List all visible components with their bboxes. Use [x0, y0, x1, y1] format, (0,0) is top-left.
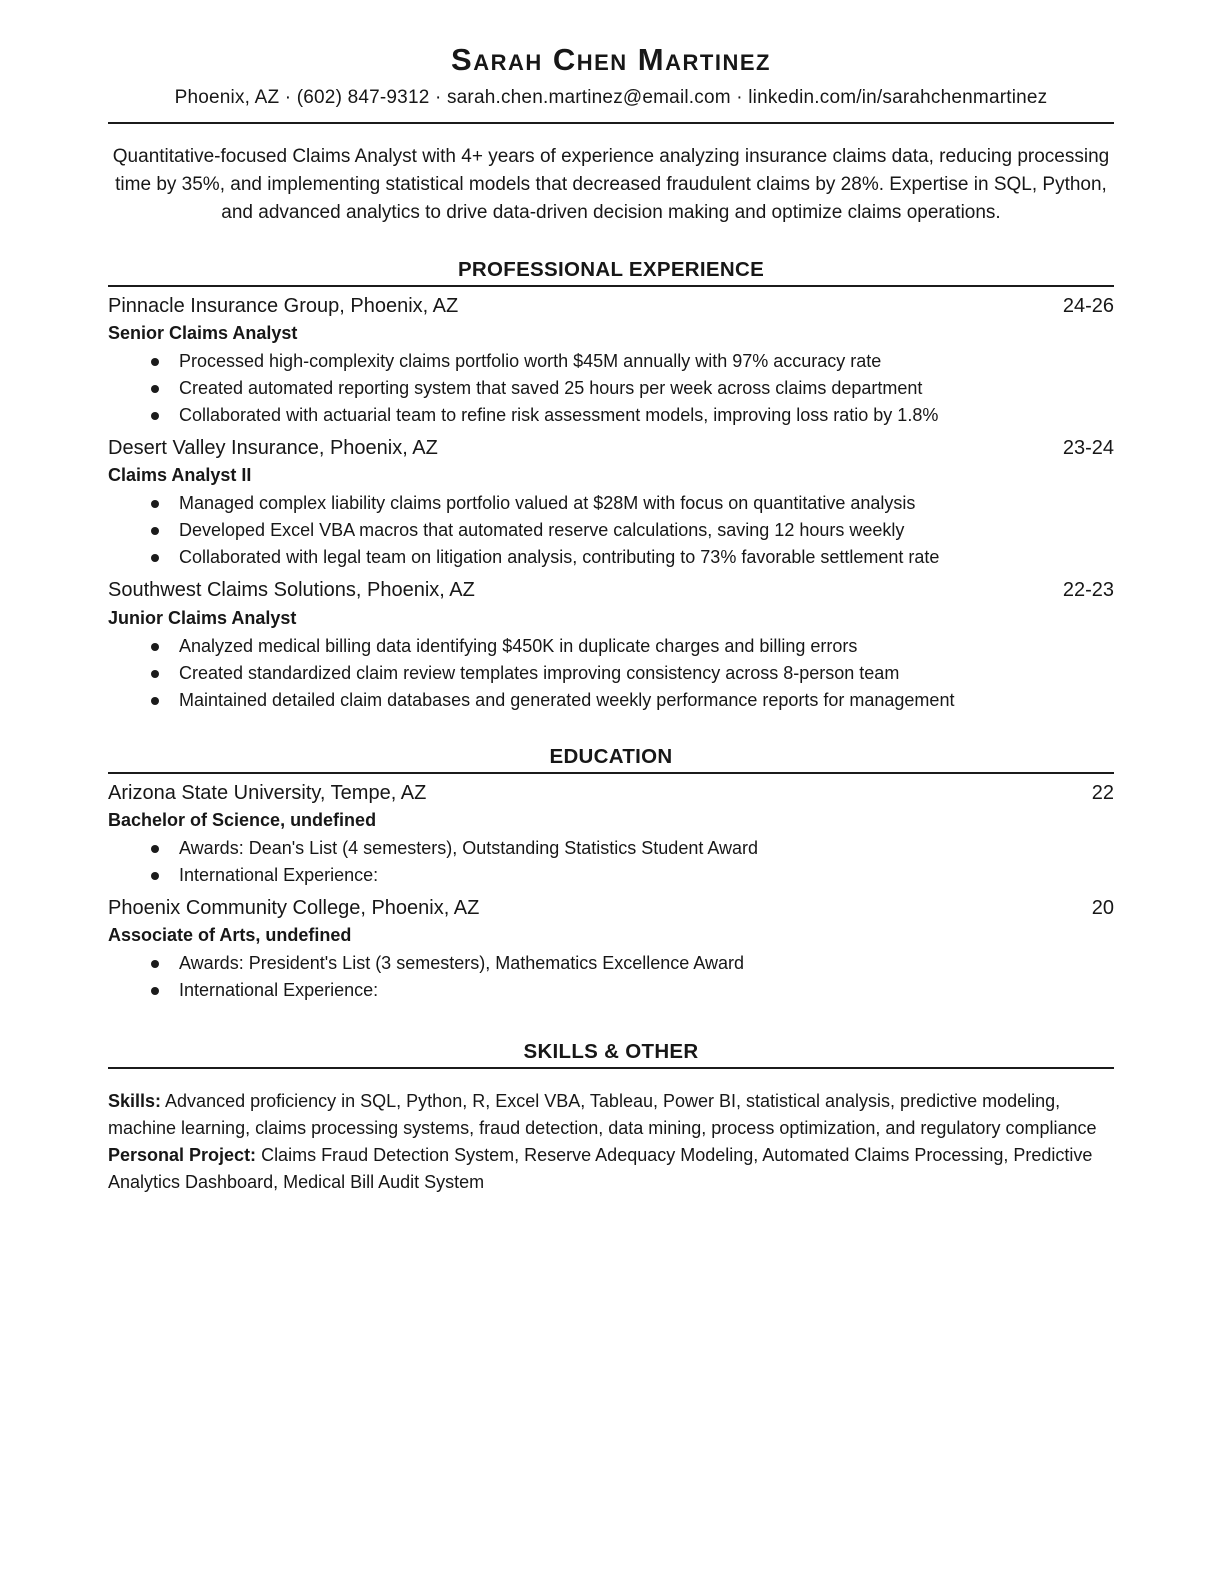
summary-paragraph: Quantitative-focused Claims Analyst with 4+ years of experience analyzing insurance claims data, reducing processing time by 35%, and implementing statistical models that decreased fraudulent claims by 28%. Expertise in SQL, Python, and advanced analytics to drive data-driven decision making and optimize claims operations.: [112, 146, 1110, 223]
bullet-item: International Experience:: [108, 862, 1114, 889]
education-entry: [108, 774, 1114, 889]
bullet-item: Maintained detailed claim databases and generated weekly performance reports for management: [108, 687, 1114, 714]
bullet-item: Created automated reporting system that saved 25 hours per week across claims department: [108, 375, 1114, 402]
bullet-item: Awards: Dean's List (4 semesters), Outstanding Statistics Student Award: [108, 835, 1114, 862]
skills-block: [108, 1088, 1114, 1196]
section-title-skills: SKILLS & OTHER: [523, 1040, 699, 1064]
job-title: Senior Claims Analyst: [108, 323, 298, 344]
experience-entry: [108, 429, 1114, 571]
bullet-item: Analyzed medical billing data identifying $450K in duplicate charges and billing errors: [108, 633, 1114, 660]
bullet-item: Collaborated with actuarial team to refine risk assessment models, improving loss ratio by 1.8%: [108, 402, 1114, 429]
entry-header: [108, 287, 1114, 320]
bullet-item: Created standardized claim review templates improving consistency across 8-person team: [108, 660, 1114, 687]
experience-entry: [108, 571, 1114, 713]
entry-header: [108, 571, 1114, 604]
section-education: [108, 745, 1114, 1005]
degree-title: Associate of Arts, undefined: [108, 925, 352, 946]
bullet-item: Managed complex liability claims portfolio valued at $28M with focus on quantitative analysis: [108, 490, 1114, 517]
date-range: 22-23: [1062, 579, 1114, 602]
degree-title: Bachelor of Science, undefined: [108, 810, 377, 830]
date-range: 24-26: [1062, 294, 1114, 317]
bullet-item: Collaborated with legal team on litigation analysis, contributing to 73% favorable settlement rate: [108, 544, 1114, 571]
skills-text: Advanced proficiency in SQL, Python, R, Excel VBA, Tableau, Power BI, statistical analysis, predictive modeling, machine learning, claims processing systems, fraud detection, data mining, process optimization, and regulatory compliance: [108, 1091, 1097, 1139]
bullet-list: [108, 633, 1114, 714]
experience-entry: [108, 287, 1114, 429]
skills-divider: [108, 1067, 1114, 1069]
school-name: Phoenix Community College, Phoenix, AZ: [108, 896, 480, 919]
bullet-list: [108, 835, 1114, 889]
bullet-item: Processed high-complexity claims portfolio worth $45M annually with 97% accuracy rate: [108, 348, 1114, 375]
contact-line: Phoenix, AZ · (602) 847-9312 · sarah.chen.martinez@email.com · linkedin.com/in/sarahchenmartinez: [174, 87, 1048, 108]
company-name: Pinnacle Insurance Group, Phoenix, AZ: [108, 294, 459, 317]
section-experience: [108, 258, 1114, 714]
personal-project-line: [108, 1142, 1114, 1196]
entry-header: [108, 429, 1114, 462]
resume-header: [108, 42, 1114, 109]
date-range: 20: [1091, 896, 1114, 919]
skills-label: Skills:: [108, 1091, 162, 1112]
date-range: 23-24: [1062, 437, 1114, 460]
header-divider: [108, 122, 1114, 124]
personal-project-text: Claims Fraud Detection System, Reserve Adequacy Modeling, Automated Claims Processing, Predictive Analytics Dashboard, Medical Bill Audit System: [108, 1145, 1093, 1193]
personal-project-label: Personal Project:: [108, 1145, 257, 1166]
job-title: Claims Analyst II: [108, 465, 252, 486]
section-title-education: EDUCATION: [549, 744, 673, 768]
candidate-name: Sarah Chen Martinez: [451, 42, 771, 77]
entry-header: [108, 774, 1114, 807]
entry-header: [108, 889, 1114, 922]
company-name: Southwest Claims Solutions, Phoenix, AZ: [108, 579, 475, 602]
education-entry: [108, 889, 1114, 1004]
company-name: Desert Valley Insurance, Phoenix, AZ: [108, 437, 438, 460]
date-range: 22: [1091, 781, 1114, 804]
bullet-list: [108, 950, 1114, 1004]
bullet-item: Developed Excel VBA macros that automated reserve calculations, saving 12 hours weekly: [108, 517, 1114, 544]
section-skills: [108, 1040, 1114, 1196]
bullet-item: Awards: President's List (3 semesters), Mathematics Excellence Award: [108, 950, 1114, 977]
bullet-list: [108, 348, 1114, 429]
bullet-list: [108, 490, 1114, 571]
school-name: Arizona State University, Tempe, AZ: [108, 781, 427, 804]
job-title: Junior Claims Analyst: [108, 607, 297, 628]
bullet-item: International Experience:: [108, 977, 1114, 1004]
skills-line: [108, 1088, 1114, 1142]
section-title-experience: PROFESSIONAL EXPERIENCE: [457, 257, 765, 281]
